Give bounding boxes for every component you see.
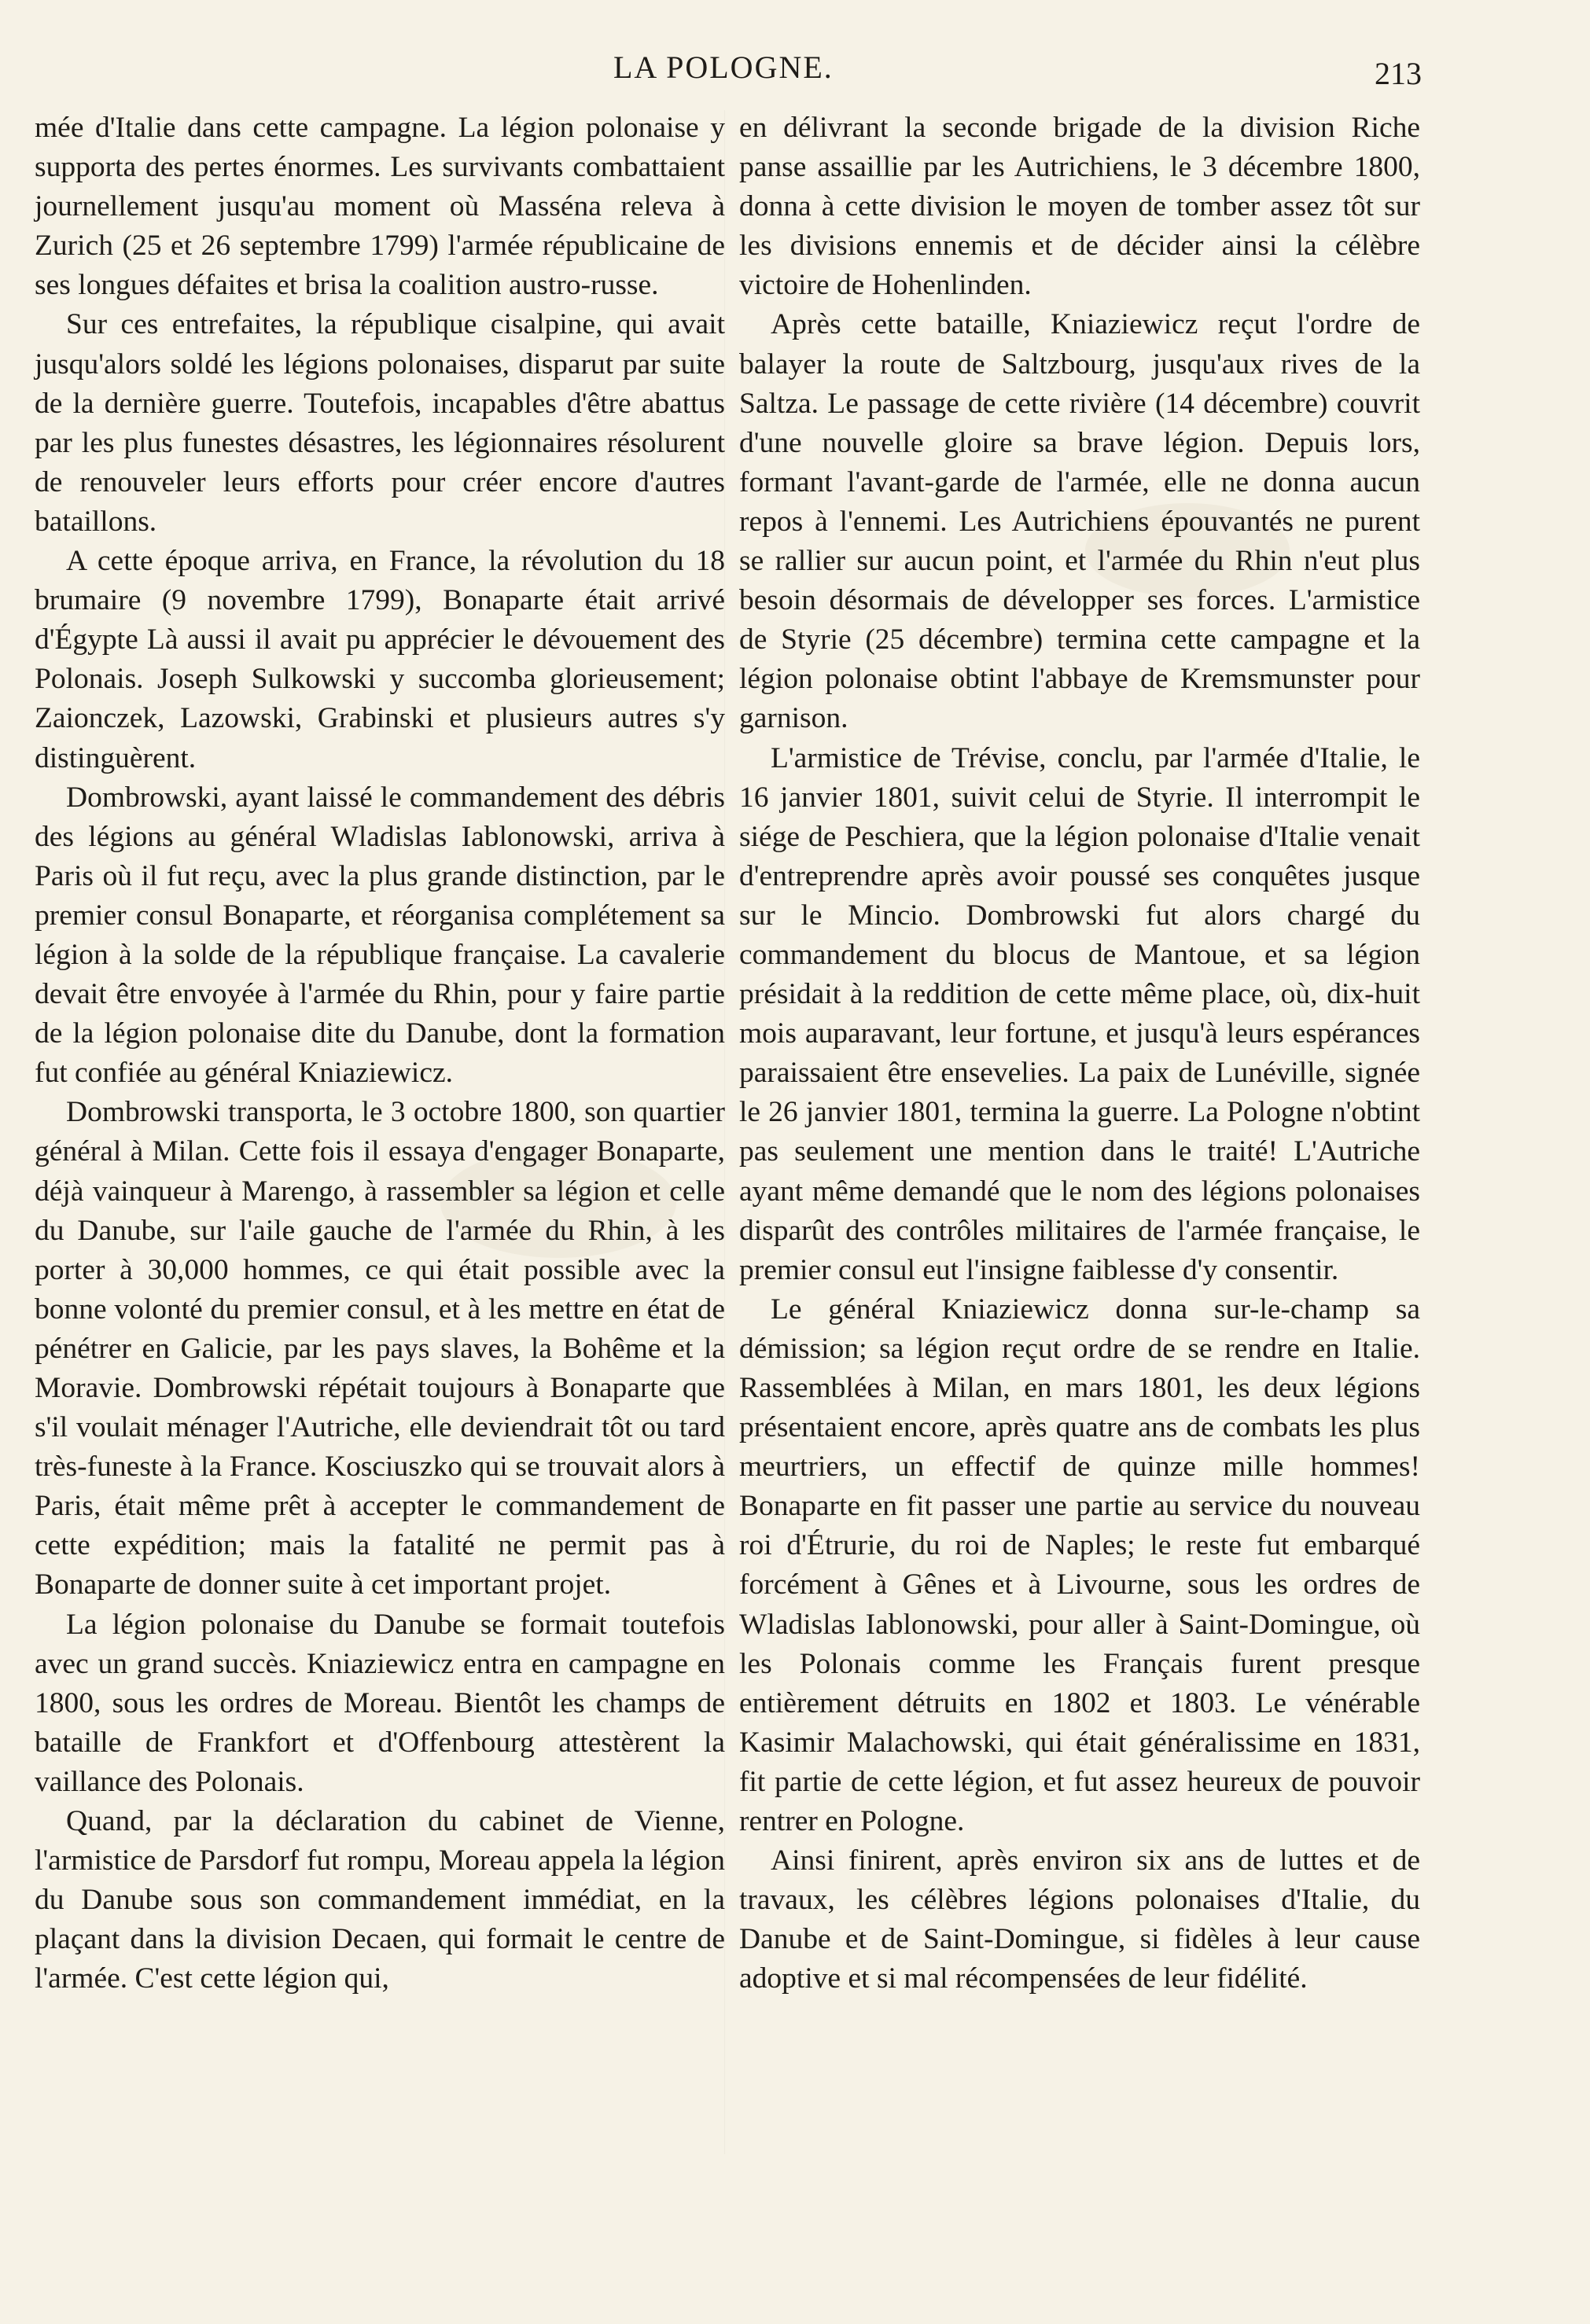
paragraph: Après cette bataille, Kniaziewicz reçut l'ordre de balayer la route de Saltzbourg, jusqu'aux rives de la Saltza. Le passage de cette rivière (14 décembre) couvrit d'une nouvelle gloire sa brave légion. Depuis lors, formant l'avant-garde de l'armée, elle ne donna aucun repos à l'ennemi. Les Autrichiens épouvantés ne purent se rallier sur aucun point, et l'armée du Rhin n'eut plus besoin désormais de développer ses forces. L'armistice de Styrie (25 décembre) termina cette campagne et la légion polonaise obtint l'abbaye de Kremsmunster pour garnison. — [739, 308, 1420, 735]
paragraph: Dombrowski, ayant laissé le commandement des débris des légions au général Wladislas Iablonowski, arriva à Paris où il fut reçu, avec la plus grande distinction, par le premier consul Bonaparte, et réorganisa complétement sa légion à la solde de la république française. La cavalerie devait être envoyée à l'armée du Rhin, pour y faire partie de la légion polonaise dite du Danube, dont la formation fut confiée au général Kniaziewicz. — [35, 781, 725, 1090]
paragraph: Quand, par la déclaration du cabinet de Vienne, l'armistice de Parsdorf fut rompu, Moreau appela la légion du Danube sous son commandement immédiat, en la plaçant dans la division Decaen, qui formait le centre de l'armée. C'est cette légion qui, — [35, 1805, 725, 1995]
paragraph: Sur ces entrefaites, la république cisalpine, qui avait jusqu'alors soldé les légions polonaises, disparut par suite de la dernière guerre. Toutefois, incapables d'être abattus par les plus funestes désastres, les légionnaires résolurent de renouveler leurs efforts pour créer encore d'autres bataillons. — [35, 308, 725, 538]
left-column — [35, 108, 725, 1999]
paragraph: mée d'Italie dans cette campagne. La légion polonaise y supporta des pertes énormes. Les survivants combattaient journellement jusqu'au moment où Masséna releva à Zurich (25 et 26 septembre 1799) l'armée républicaine de ses longues défaites et brisa la coalition austro-russe. — [35, 112, 725, 302]
page-number: 213 — [1375, 56, 1422, 91]
paragraph: L'armistice de Trévise, conclu, par l'armée d'Italie, le 16 janvier 1801, suivit celui de Styrie. Il interrompit le siége de Peschiera, que la légion polonaise d'Italie venait d'entreprendre après avoir poussé ses conquêtes jusque sur le Mincio. Dombrowski fut alors chargé du commandement du blocus de Mantoue, et sa légion présidait à la reddition de cette même place, où, dix-huit mois auparavant, leur fortune, et jusqu'à leurs espérances paraissaient être ensevelies. La paix de Lunéville, signée le 26 janvier 1801, termina la guerre. La Pologne n'obtint pas seulement une mention dans le traité! L'Autriche ayant même demandé que le nom des légions polonaises disparût des contrôles militaires de l'armée française, le premier consul eut l'insigne faiblesse d'y consentir. — [739, 741, 1420, 1286]
running-header — [0, 49, 1590, 104]
paragraph: en délivrant la seconde brigade de la division Riche panse assaillie par les Autrichiens, le 3 décembre 1800, donna à cette division le moyen de tomber assez tôt sur les divisions ennemis et de décider ainsi la célèbre victoire de Hohenlinden. — [739, 112, 1420, 302]
paragraph: Ainsi finirent, après environ six ans de luttes et de travaux, les célèbres légions polonaises d'Italie, du Danube et de Saint-Domingue, si fidèles à leur cause adoptive et si mal récompensées de leur fidélité. — [739, 1844, 1420, 1995]
right-column — [739, 108, 1420, 1999]
paragraph: Dombrowski transporta, le 3 octobre 1800, son quartier général à Milan. Cette fois il essaya d'engager Bonaparte, déjà vainqueur à Marengo, à rassembler sa légion et celle du Danube, sur l'aile gauche de l'armée du Rhin, à les porter à 30,000 hommes, ce qui était possible avec la bonne volonté du premier consul, et à les mettre en état de pénétrer en Galicie, par les pays slaves, la Bohême et la Moravie. Dombrowski répétait toujours à Bonaparte que s'il voulait ménager l'Autriche, elle deviendrait tôt ou tard très-funeste à la France. Kosciuszko qui se trouvait alors à Paris, était même prêt à accepter le commandement de cette expédition; mais la fatalité ne permit pas à Bonaparte de donner suite à cet important projet. — [35, 1096, 725, 1601]
paragraph: A cette époque arriva, en France, la révolution du 18 brumaire (9 novembre 1799), Bonaparte était arrivé d'Égypte Là aussi il avait pu apprécier le dévouement des Polonais. Joseph Sulkowski y succomba glorieusement; Zaionczek, Lazowski, Grabinski et plusieurs autres s'y distinguèrent. — [35, 545, 725, 774]
running-title: LA POLOGNE. — [613, 50, 834, 85]
paragraph: Le général Kniaziewicz donna sur-le-champ sa démission; sa légion reçut ordre de se rendre en Italie. Rassemblées à Milan, en mars 1801, les deux légions présentaient encore, après quatre ans de combats les plus meurtriers, un effectif de quinze mille hommes! Bonaparte en fit passer une partie au service du nouveau roi d'Étrurie, du roi de Naples; le reste fut embarqué forcément à Gênes et à Livourne, sous les ordres de Wladislas Iablonowski, pour aller à Saint-Domingue, où les Polonais comme les Français furent presque entièrement détruits en 1802 et 1803. Le vénérable Kasimir Malachowski, qui était généralissime en 1831, fit partie de cette légion, et fut assez heureux de pouvoir rentrer en Pologne. — [739, 1293, 1420, 1838]
paragraph: La légion polonaise du Danube se formait toutefois avec un grand succès. Kniaziewicz entra en campagne en 1800, sous les ordres de Moreau. Bientôt les champs de bataille de Frankfort et d'Offenbourg attestèrent la vaillance des Polonais. — [35, 1608, 725, 1798]
